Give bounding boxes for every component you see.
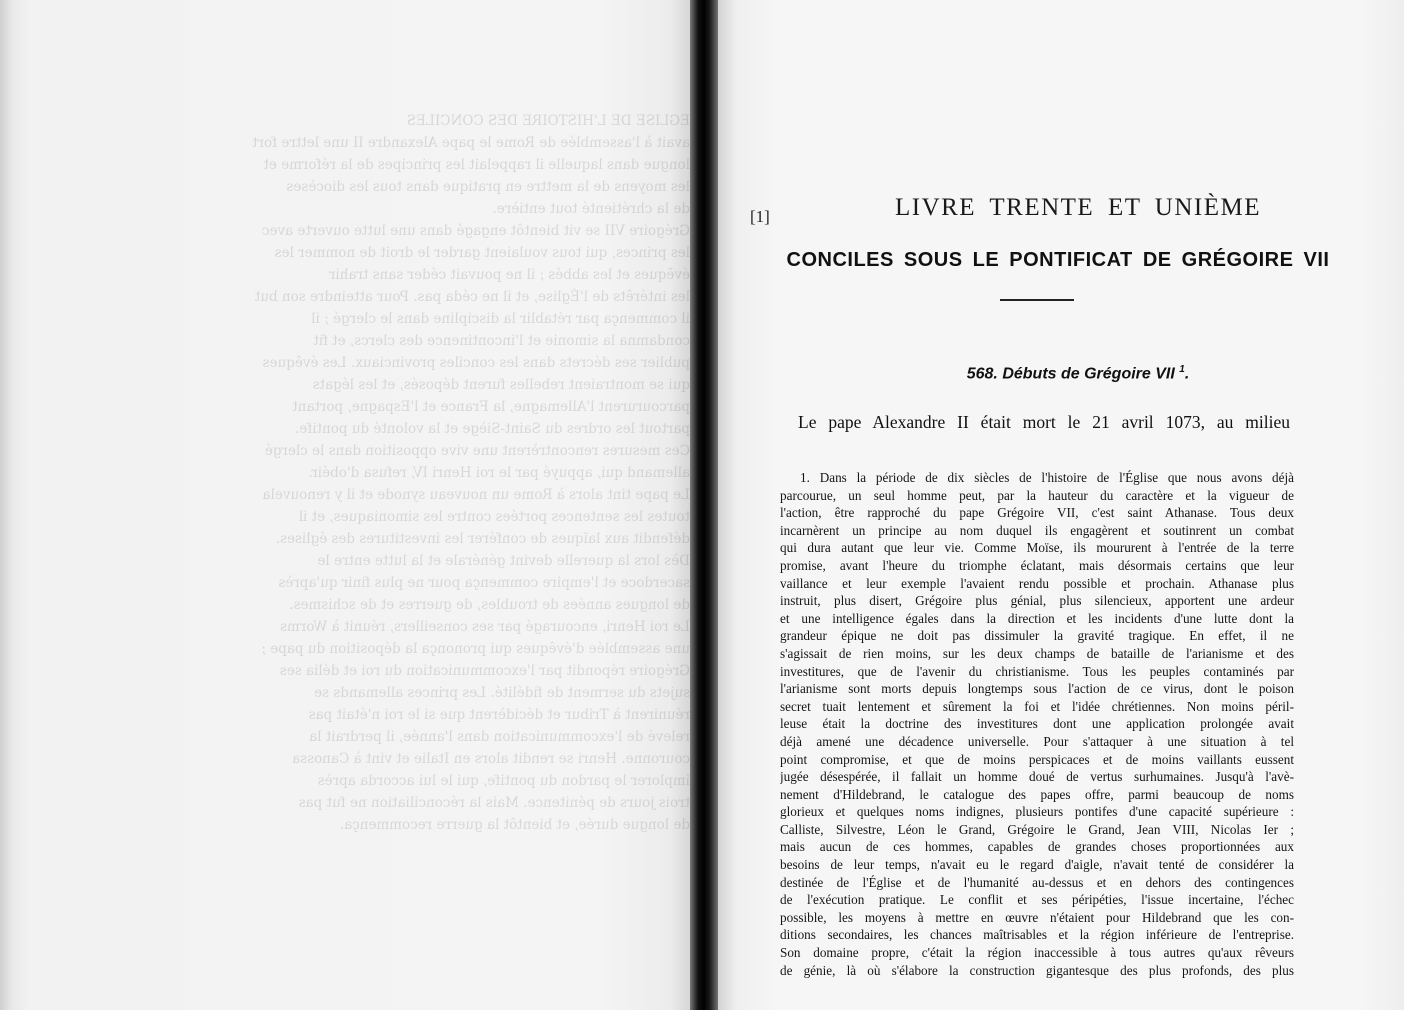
right-page: [718, 0, 1404, 1010]
footnote-line: possible, les moyens à mettre en œuvre n'étaient pour Hildebrand que les con-: [780, 909, 1294, 925]
page-reference: [1]: [750, 207, 770, 226]
footnote-line: de génie, là où s'élabore la construction gigantesque des plus profonds, des plus: [780, 962, 1294, 978]
footnote-line: besoins de leur temps, n'avait eu le regard d'aigle, n'avait tenté de considérer la: [780, 857, 1294, 873]
show-through-line: les moyens de la mettre en pratique dans tous les diocèses: [286, 179, 690, 195]
show-through-line: sacerdoce et l'empire commença pour ne plus finir qu'après: [278, 575, 690, 591]
show-through-line: sujets du serment de fidélité. Les princes allemands se: [314, 685, 690, 701]
show-through-line: Le pape tint alors à Rome un nouveau synode et il y renouvela: [262, 487, 690, 503]
show-through-line: Grégoire répondit par l'excommunication du roi et délia ses: [279, 663, 690, 679]
show-through-line: trois jours de pénitence. Mais la réconciliation ne fut pas: [298, 795, 690, 811]
show-through-line: une assemblée d'évêques qui prononça la déposition du pape ;: [261, 641, 690, 657]
footnote-line: secret tuait lentement et sûrement la foi et l'idée chrétiennes. Non moins péril-: [780, 698, 1294, 714]
footnote-line: déjà amené une décadence universelle. Pour s'attaquer à une situation à tel: [780, 733, 1294, 749]
section-number: 568.: [966, 365, 998, 383]
footnote-line: s'agissait de rien moins, sur les deux champs de bataille de l'arianisme et des: [780, 645, 1294, 661]
show-through-line: implorer le pardon du pontife, qui le lui accorda après: [317, 773, 690, 789]
book-binding-gutter: [690, 0, 720, 1010]
show-through-line: condamna la simonie et l'incontinence des clercs, et fit: [313, 333, 690, 349]
footnote-line: parcourue, un seul homme peut, par la hauteur du caractère et la vigueur de: [780, 487, 1294, 503]
show-through-line: couronne. Henri se rendit alors en Italie et vint à Canossa: [292, 751, 690, 767]
footnote-line: promise, avant l'heure du triomphe éclatant, mais désormais certains que leur: [780, 557, 1294, 573]
footnote-line: destinée de l'Église et de l'humanité au-dessus et en dehors des contingences: [780, 874, 1294, 890]
section-end: .: [1184, 365, 1190, 383]
footnote-line: Calliste, Silvestre, Léon le Grand, Grégoire le Grand, Jean VIII, Nicolas Ier ;: [780, 821, 1294, 837]
footnote-line: jugée désespérée, il fallait un homme doué de vertus surhumaines. Jusqu'à l'avè-: [780, 769, 1294, 785]
show-through-line: de la chrétienté tout entière.: [492, 201, 690, 217]
footnote-line: l'arianisme sont morts depuis longtemps sous l'action de ce virus, dont le poison: [780, 681, 1294, 697]
footnote: [780, 469, 1294, 979]
show-through-line: relevé de l'excommunication dans l'année, il perdrait la: [309, 729, 690, 745]
show-through-line: défendit aux laïques de conférer les investitures des églises.: [275, 531, 690, 547]
show-through-line: de longues années de troubles, de guerres et de schismes.: [289, 597, 690, 613]
show-through-line: avait à l'assemblée de Rome le pape Alexandre II une lettre fort: [252, 135, 690, 151]
footnote-line: ditions secondaires, les chances maîtrisables et la région inférieure de l'entreprise.: [780, 927, 1294, 943]
book-title: LIVRE TRENTE ET UNIÈME: [894, 194, 1261, 221]
show-through-line: longue dans laquelle il rappelait les principes de la réforme et: [263, 157, 690, 173]
footnote-line: vaillance et leur exemple l'avaient rendu possible et prochain. Athanase plus: [780, 575, 1294, 591]
footnote-line: nement d'Hildebrand, le catalogue des papes offre, parmi beaucoup de noms: [780, 786, 1294, 802]
footnote-line: Son domaine propre, c'était la région inaccessible à tous autres qu'aux rêveurs: [780, 945, 1294, 961]
footnote-line: 1. Dans la période de dix siècles de l'histoire de l'Église que nous avons déjà: [800, 470, 1294, 485]
footnote-line: grandeur épique ne doit pas dissimuler la gravité tragique. En effet, il ne: [780, 628, 1294, 644]
show-through-line: Ces mesures rencontrèrent une vive opposition dans le clergé: [264, 443, 690, 459]
footnote-line: leuse était la doctrine des investitures dont une application prolongée avait: [780, 716, 1294, 732]
show-through-line: partout les ordres du Saint-Siège et la volonté du pontife.: [295, 421, 690, 437]
footnote-line: mais aucun de ces hommes, capables de grandes choses proportionnées aux: [780, 839, 1294, 855]
show-through-line: les intérêts de l'Église, et il ne céda pas. Pour atteindre son but: [254, 289, 690, 305]
show-through-line: Le roi Henri, encouragé par ses conseillers, réunit à Worms: [280, 619, 690, 635]
show-through-line: évêques et les abbés ; il ne pouvait céder sans trahir: [328, 267, 690, 283]
show-through-line: parcoururent l'Allemagne, la France et l'Espagne, portant: [292, 399, 690, 415]
chapter-title: CONCILES SOUS LE PONTIFICAT DE GRÉGOIRE VII: [786, 249, 1330, 271]
show-through-line: publier ses décrets dans les conciles provinciaux. Les évêques: [262, 355, 690, 371]
body-text-line: Le pape Alexandre II était mort le 21 avril 1073, au milieu: [798, 412, 1290, 432]
show-through-line: il commença par rétablir la discipline dans le clergé ; il: [311, 311, 690, 327]
show-through-line: ÉGLISE DE L'HISTOIRE DES CONCILES: [406, 113, 690, 129]
section-title: Débuts de Grégoire VII: [1002, 365, 1175, 383]
show-through-line: qui se montraient rebelles furent déposés, et les légats: [312, 377, 690, 393]
footnote-line: instruit, plus disert, Grégoire plus génial, plus silencieux, apportent une ardeur: [780, 593, 1294, 609]
show-through-line: Grégoire VII se vit bientôt engagé dans une lutte ouverte avec: [261, 223, 690, 239]
title-divider: [1000, 299, 1074, 301]
footnote-line: et une intelligence égales dans la direction et les incidents d'une lutte dont la: [780, 610, 1294, 626]
footnote-line: l'action, être rapproché du pape Grégoire VII, c'est saint Athanase. Tous deux: [780, 505, 1294, 521]
show-through-line: allemand qui, appuyé par le roi Henri IV, refusa d'obéir.: [308, 465, 690, 481]
show-through-text: [130, 110, 690, 836]
show-through-line: toutes les sentences portées contre les simoniaques, et il: [298, 509, 690, 525]
footnote-marker: 1: [1179, 364, 1185, 375]
show-through-line: de longue durée, et bientôt la guerre recommença.: [339, 817, 690, 833]
footnote-line: glorieux et quelques noms indignes, plusieurs pontifes d'une capacité supérieure :: [780, 804, 1294, 820]
footnote-line: qui dura autant que leur vie. Comme Moïse, ils moururent à l'entrée de la terre: [780, 540, 1294, 556]
footnote-line: point compromise, et que de moins perspicaces et de moins vaillants eussent: [780, 751, 1294, 767]
footnote-line: de l'exécution pratique. Le conflit et ses péripéties, l'issue incertaine, l'échec: [780, 892, 1294, 908]
footnote-line: investitures, que de l'avenir du christianisme. Tous les peuples contaminés par: [780, 663, 1294, 679]
show-through-line: les princes, qui tous voulaient garder le droit de nommer les: [274, 245, 690, 261]
show-through-line: réunirent à Tribur et décidèrent que si le roi n'était pas: [308, 707, 690, 723]
show-through-line: Dès lors la querelle devint générale et la lutte entre le: [317, 553, 690, 569]
section-heading: [778, 364, 1378, 383]
footnote-line: incarnèrent un principe au nom duquel ils engagèrent et soutinrent un combat: [780, 522, 1294, 538]
